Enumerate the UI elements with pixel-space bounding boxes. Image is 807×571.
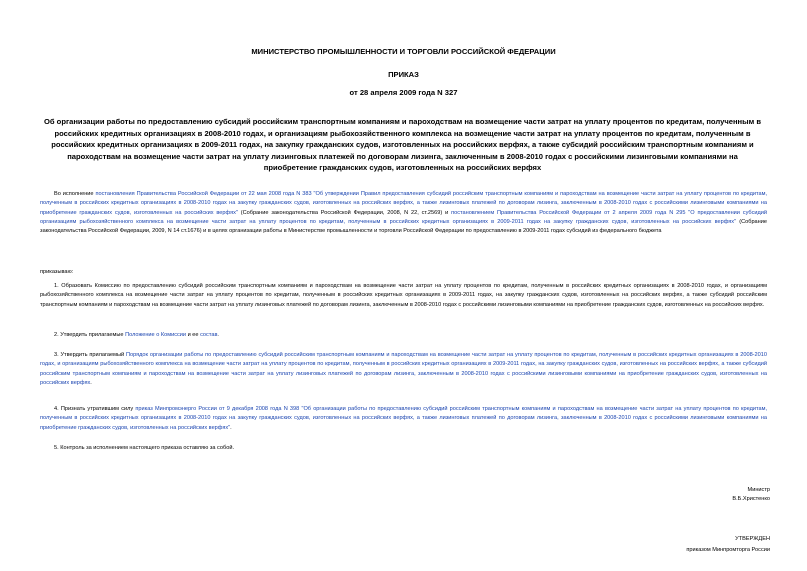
procedure-link[interactable]: Порядок организации работы по предоставлению субсидий российским транспортным компаниям и пароходствам на возмещение части затрат на уплату процентов по кредитам, полученным в российских кредитных организациях в 2008-2010 годах, и организациям рыбохозяйственного комплекса на возмещение части затрат на уплату процентов по кредитам, полученным в российских кредитных организациях в 2009-2011 годах, на закупку гражданских судов, изготовленных на российских верфях, а также субсидий российским транспортным компаниям и пароходствам на возмещение части затрат на уплату лизинговых платежей по договорам лизинга, заключенным в 2008-2010 годах с российскими лизинговыми компаниями на приобретение гражданских судов, изготовленных на российских верфях bbox=[40, 352, 767, 386]
approved-by: приказом Минпромторга России bbox=[686, 547, 770, 553]
document-type: ПРИКАЗ bbox=[388, 70, 419, 79]
order-word: приказываю: bbox=[40, 269, 74, 275]
item-1: 1. Образовать Комиссию по предоставлению субсидий российским транспортным компаниям и пароходствам на возмещение части затрат на уплату процентов по кредитам, полученным в российских кредитных организациях в 2008-2010 годах, и организациям рыбохозяйственного комплекса на возмещение части затрат на уплату процентов по кредитам, полученным в российских кредитных организациях в 2009-2011 годах, на закупку гражданских судов, изготовленных на российских верфях, а также субсидий российским транспортным компаниям и пароходствам на возмещение части затрат на уплату лизинговых платежей по договорам лизинга, заключенным в 2008-2010 годах с российскими лизинговыми компаниями на приобретение гражданских судов, изготовленных на российских верфях. bbox=[40, 283, 767, 308]
intro-paragraph bbox=[40, 190, 767, 236]
item-2-mid: и ее bbox=[186, 332, 201, 338]
order-398-link[interactable]: приказ Минпромэнерго России от 9 декабря 2008 года N 398 "Об организации работы по предоставлению субсидий российским транспортным компаниям и пароходствам на возмещение части затрат на уплату процентов по кредитам, полученным в российских кредитных организациях в 2008-2010 годах на закупку гражданских судов, изготовленных на российских верфях, а также лизинговых платежей по договорам лизинга, заключенным в 2008-2010 годах с российскими лизинговыми компаниями на приобретение гражданских судов, изготовленных на российских верфях" bbox=[40, 406, 767, 431]
item-2-prefix: 2. Утвердить прилагаемые bbox=[54, 332, 126, 338]
intro-middle: (Собрание законодательства Российской Федерации, 2008, N 22, ст.2569) и bbox=[237, 209, 452, 216]
item-4 bbox=[40, 405, 767, 433]
item-4-suffix: . bbox=[230, 424, 232, 431]
item-2 bbox=[40, 331, 767, 340]
intro-suffix: (Собрание законодательства Российской Федерации, 2009, N 14 ст.1676) и в целях организации работы в Министерстве промышленности и торговли Российской Федерации по предоставлению в 2009-2011 годах субсидий из федерального бюджета bbox=[40, 218, 767, 235]
signatory-position: Министр bbox=[747, 487, 770, 493]
commission-regulation-link[interactable]: Положение о Комиссии bbox=[125, 332, 187, 338]
document-title: Об организации работы по предоставлению субсидий российским транспортным компаниям и пароходствам на возмещение части затрат на уплату процентов по кредитам, полученным в российских кредитных организациях в 2008-2010 годах, и организациям рыбохозяйственного комплекса на возмещение части затрат на уплату процентов по кредитам, полученным в российских кредитных организациях в 2009-2011 годах, на закупку гражданских судов, изготовленных на российских верфях, а также субсидий российским транспортным компаниям и пароходствам на возмещение части затрат на уплату лизинговых платежей по договорам лизинга, заключенным в 2008-2010 годах с российскими лизинговыми компаниями на приобретение гражданских судов, изготовленных на российских верфях bbox=[43, 117, 762, 173]
item-3-suffix: . bbox=[90, 379, 92, 386]
intro-prefix: Во исполнение bbox=[54, 191, 96, 197]
item-3 bbox=[40, 351, 767, 388]
decree-383-link[interactable]: постановления Правительства Российской Федерации от 22 мая 2008 года N 383 "Об утверждении Правил предоставления субсидий российским транспортным компаниям и пароходствам на возмещение части затрат на уплату процентов по кредитам, полученным в российских кредитных организациях в 2008-2010 годах на закупку гражданских судов, изготовленных на российских верфях, а также лизинговых платежей по договорам лизинга, заключенным в 2008-2010 годах с российскими лизинговыми компаниями на приобретение гражданских судов, изготовленных на российских верфях" bbox=[40, 191, 768, 216]
item-3-prefix: 3. Утвердить прилагаемый bbox=[54, 352, 126, 358]
signatory-name: В.Б.Христенко bbox=[732, 496, 770, 502]
item-4-prefix: 4. Признать утратившим силу bbox=[54, 406, 136, 412]
commission-composition-link[interactable]: состав bbox=[200, 332, 218, 338]
item-5: 5. Контроль за исполнением настоящего приказа оставляю за собой. bbox=[54, 445, 235, 451]
approved-label: УТВЕРЖДЕН bbox=[735, 536, 770, 542]
decree-295-link[interactable]: постановлением Правительства Российской Федерации от 2 апреля 2009 года N 295 "О предоставлении субсидий организациям рыбохозяйственного комплекса на возмещение части затрат на уплату процентов по кредитам, полученным в российских кредитных организациях в 2009-2011 годах на закупку гражданских судов, изготовленных на российских верфях" bbox=[40, 209, 768, 225]
ministry-heading: МИНИСТЕРСТВО ПРОМЫШЛЕННОСТИ И ТОРГОВЛИ РОССИЙСКОЙ ФЕДЕРАЦИИ bbox=[251, 47, 556, 56]
item-2-suffix: . bbox=[217, 332, 219, 338]
document-date-number: от 28 апреля 2009 года N 327 bbox=[349, 88, 458, 97]
